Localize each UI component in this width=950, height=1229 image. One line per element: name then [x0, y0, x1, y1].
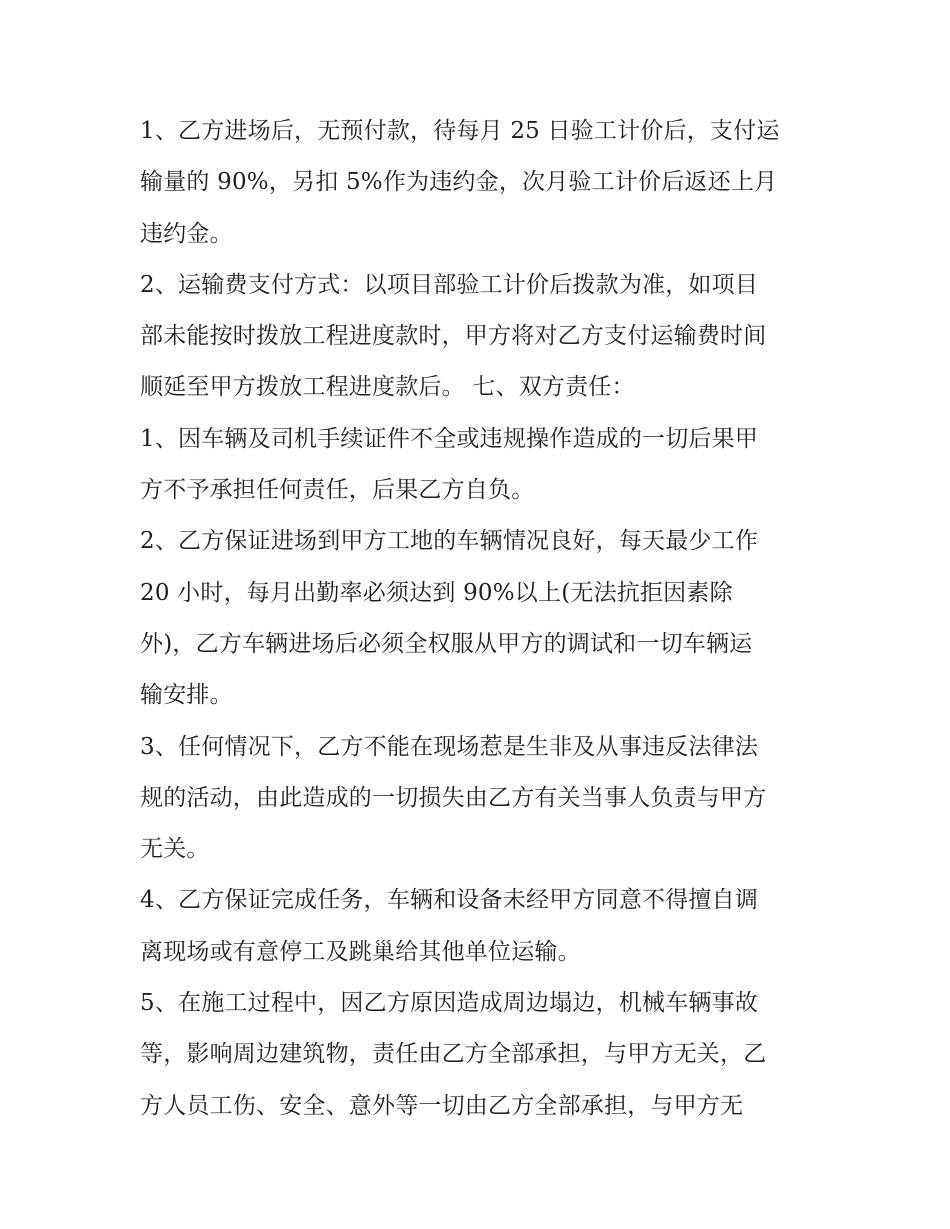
text-line: 无关。 [140, 836, 210, 863]
text-line: 1、因车辆及司机手续证件不全或违规操作造成的一切后果甲 [140, 425, 759, 452]
text-line: 1、乙方进场后，无预付款，待每月 25 日验工计价后，支付运 [140, 118, 780, 144]
text-line: 2、乙方保证进场到甲方工地的车辆情况良好，每天最少工作 [140, 528, 759, 555]
text-line: 5、在施工过程中，因乙方原因造成周边塌边，机械车辆事故 [140, 990, 759, 1017]
contract-text-body [140, 106, 820, 1132]
text-line: 部未能按时拨放工程进度款时，甲方将对乙方支付运输费时间 [140, 323, 767, 350]
text-line: 规的活动，由此造成的一切损失由乙方有关当事人负责与甲方 [140, 784, 767, 811]
text-line: 方不予承担任何责任，后果乙方自负。 [140, 477, 535, 504]
text-line: 方人员工伤、安全、意外等一切由乙方全部承担，与甲方无 [140, 1092, 744, 1119]
text-line: 3、任何情况下，乙方不能在现场惹是生非及从事违反法律法 [140, 733, 759, 760]
text-line: 顺延至甲方拨放工程进度款后。 七、双方责任： [140, 374, 635, 401]
text-line: 20 小时，每月出勤率必须达到 90%以上(无法抗拒因素除 [140, 579, 733, 606]
text-line: 外)，乙方车辆进场后必须全权服从甲方的调试和一切车辆运 [140, 630, 753, 657]
text-line: 输量的 90%，另扣 5%作为违约金，次月验工计价后返还上月 [140, 169, 778, 196]
text-line: 4、乙方保证完成任务，车辆和设备未经甲方同意不得擅自调 [140, 887, 759, 914]
text-line: 2、运输费支付方式：以项目部验工计价后拨款为准，如项目 [140, 271, 759, 298]
text-line: 违约金。 [140, 220, 233, 247]
text-line: 输安排。 [140, 682, 233, 709]
text-line: 等，影响周边建筑物，责任由乙方全部承担，与甲方无关，乙 [140, 1041, 767, 1068]
text-line: 离现场或有意停工及跳巢给其他单位运输。 [140, 938, 581, 965]
